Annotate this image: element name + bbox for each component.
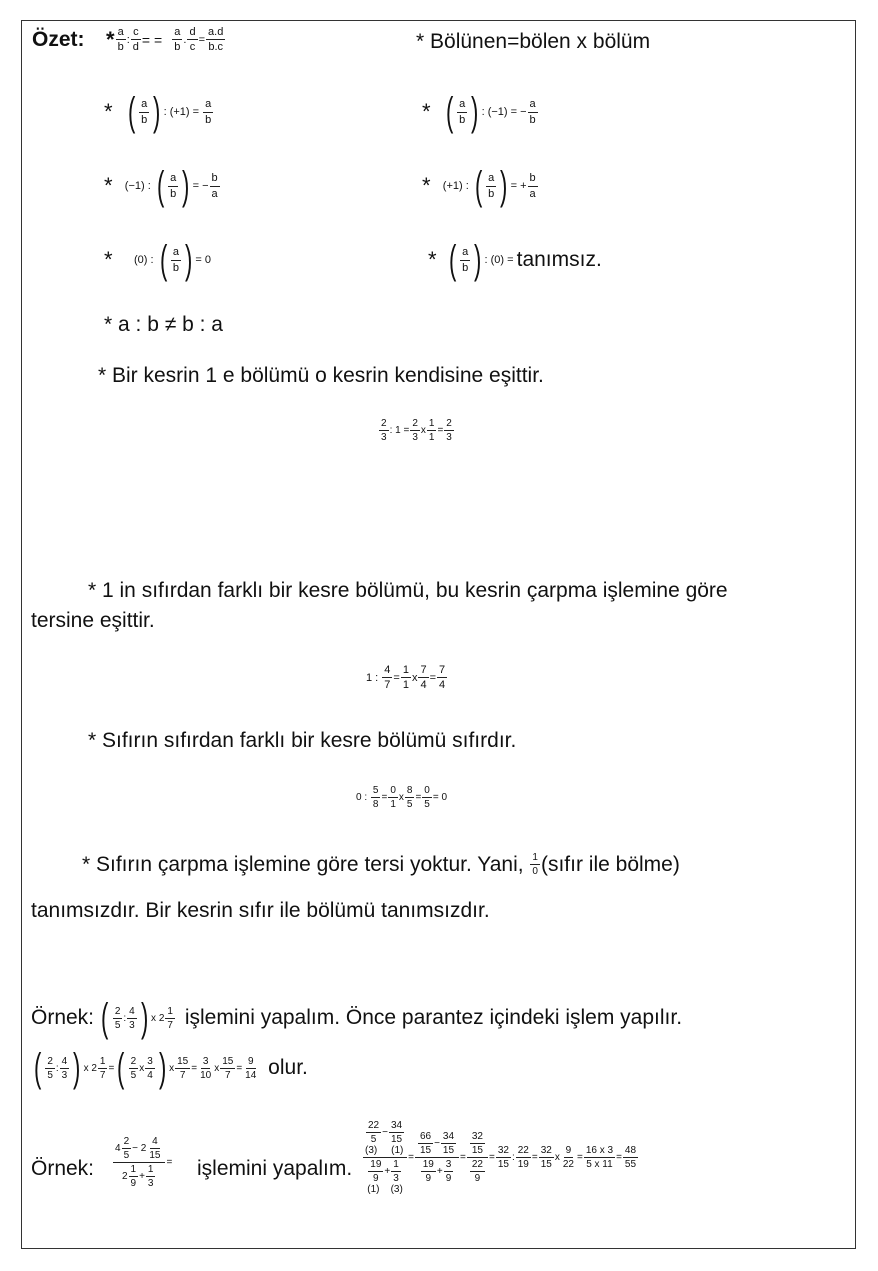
summary-row-1: [32, 28, 85, 52]
example-zero-division: 0 : $\frac{5}{8}$ = $\frac{0}{1}$ x $\frac{8}{5}$ = $\frac{0}{5}$ = 0: [356, 785, 448, 810]
example-1-solution: ( $\frac{2}{5}$ : $\frac{4}{3}$ ) x 2 $\frac{1}{7}$ = ( $\frac{2}{5}$ x $\frac{3}{4}$ ) x $\frac{15}{7}$ = $\frac{3}{10}$ x $\frac{15}{7}$ = $\frac{9}{14}$ olur.: [33, 1046, 308, 1090]
example-2-text: işlemini yapalım.: [197, 1157, 353, 1180]
formula-zero-div: * (0) : ( $\frac{a}{b}$ ) = 0: [104, 238, 211, 282]
dividend-rule: * Bölünen=bölen x bölüm: [416, 30, 651, 53]
example-2-expression: 4 $\frac{2}{5}$ − 2 $\frac{4}{15}$ 2 $\frac{1}{9}$ + $\frac{1}{3}$ =: [115, 1136, 173, 1189]
undefined-word: tanımsız.: [516, 248, 602, 271]
formula-plus-one-div: * (+1) : ( $\frac{a}{b}$ ) = + $\frac{b}{a}$: [422, 164, 536, 208]
example-divide-by-one: $\frac{2}{3}$ : 1 = $\frac{2}{3}$ x $\frac{1}{1}$ = $\frac{2}{3}$: [381, 418, 452, 443]
no-inverse-line-2: tanımsızdır. Bir kesrin sıfır ile bölümü tanımsızdır.: [31, 899, 490, 922]
example-2-solution: $\frac{22}{5}$ − $\frac{34}{15}$ (3) (1) $\frac{19}{9}$ + $\frac{1}{3}$ (1) (3) = $\frac{66}{15}$ − $\frac{34}{15}$ $\frac{19}{9}$ + $\frac{3}{9}$ = $\frac{\frac{32}{15}}{\frac{22}{9}}$ = $\frac{32}{15}$ : $\frac{22}{19}$ = $\frac{32}{15}$ x $\frac{9}{22}$ = $\frac{16 x 3}{5 x 11}$ = $\frac{48}{55}$: [365, 1120, 637, 1195]
example-reciprocal: 1 : $\frac{4}{7}$ = $\frac{1}{1}$ x $\frac{7}{4}$ = $\frac{7}{4}$: [366, 664, 446, 692]
formula-div-minus-one: * ( $\frac{a}{b}$ ) : (−1) = − $\frac{a}{b}$: [422, 90, 536, 134]
rule-inequality: * a : b ≠ b : a: [104, 313, 223, 336]
summary-label: Özet:: [32, 28, 85, 51]
formula-fraction-division: * $\frac{a}{b}$ : $\frac{c}{d}$ = = $\frac{a}{b}$ . $\frac{d}{c}$ = $\frac{a.d}{b.c}$: [106, 26, 224, 54]
zero-division-rule: * Sıfırın sıfırdan farklı bir kesre bölümü sıfırdır.: [88, 729, 517, 752]
reciprocal-line-1: * 1 in sıfırdan farklı bir kesre bölümü, bu kesrin çarpma işlemine göre: [88, 579, 728, 602]
rule-divide-by-one: * Bir kesrin 1 e bölümü o kesrin kendisine eşittir.: [98, 364, 544, 387]
formula-div-plus-one: * ( $\frac{a}{b}$ ) : (+1) = $\frac{a}{b}$: [104, 90, 212, 134]
formula-div-zero: * ( $\frac{a}{b}$ ) : (0) = tanımsız.: [428, 238, 602, 282]
formula-minus-one-div: * (−1) : ( $\frac{a}{b}$ ) = − $\frac{b}{a}$: [104, 164, 218, 208]
example-2-label: Örnek:: [31, 1157, 95, 1180]
no-inverse-line-1: * Sıfırın çarpma işlemine göre tersi yoktur. Yani, $\frac{1}{0}$ (sıfır ile bölme): [82, 852, 680, 877]
example-1-line: Örnek: ( $\frac{2}{5}$ : $\frac{4}{3}$ ) x 2 $\frac{1}{7}$ işlemini yapalım. Önce parantez içindeki işlem yapılır.: [31, 996, 683, 1040]
reciprocal-line-2: tersine eşittir.: [31, 609, 155, 632]
